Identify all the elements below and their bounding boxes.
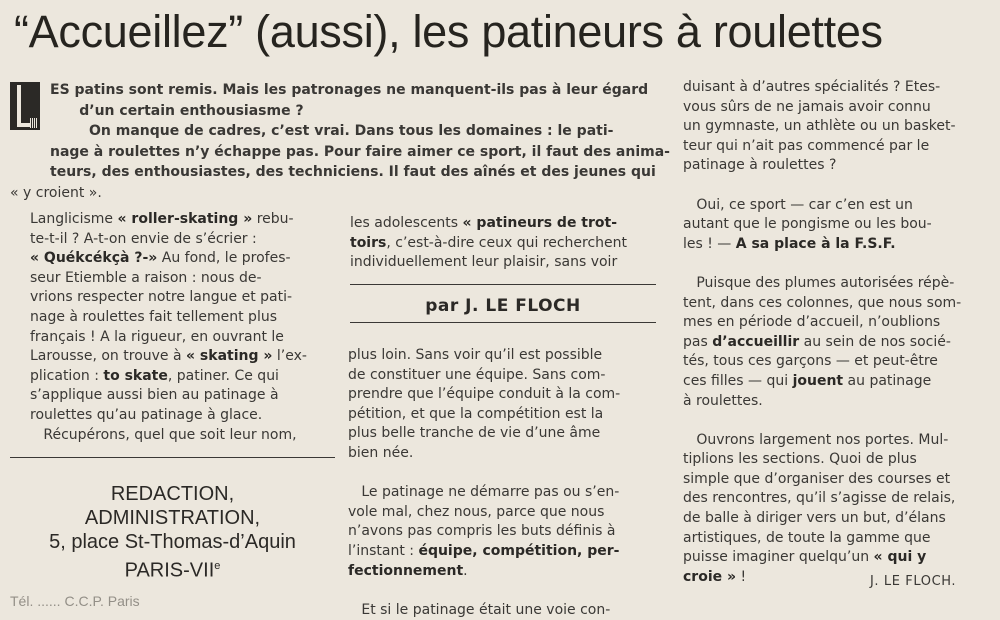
address-city: PARIS-VII (124, 559, 215, 582)
editorial-address (10, 482, 335, 609)
author-byline: par J. LE FLOCH (425, 296, 581, 316)
address-line: REDACTION, (110, 483, 235, 505)
col1-bold: « Quékcékçà ?-» (30, 250, 158, 267)
col1-text: Au fond, le profes- seur Etiemble a raison : nous de- vrions respecter notre langue et pati- nage à roulettes fait tellement plus français ! A la rigueur, en ouvrant le Larousse, on trouve à (30, 250, 293, 365)
col2-bold: « patineurs de trot- toirs (350, 215, 618, 251)
byline-top-rule (350, 284, 656, 285)
address-city-sup: e (214, 560, 221, 572)
col3-text: duisant à d’autres spécialités ? Etes- vous sûrs de ne jamais avoir connu un gymnaste, un athlète ou un basket- teur qui n’ait pas commencé par le patinage à roulettes ? Oui, ce sport — car c’en est un autant que le pongisme ou les bou- les ! — (683, 79, 956, 252)
column-2-bottom-text (348, 346, 620, 620)
col2-text: , c’est-à-dire ceux qui recherchent individuellement leur plaisir, sans voir (350, 234, 628, 271)
article-headline: “Accueillez” (aussi), les patineurs à roulettes (14, 6, 883, 57)
article-signature: J. LE FLOCH. (870, 574, 957, 589)
col3-text: au sein de nos socié- tés, tous ces garçons — et peut-être ces filles — qui (683, 333, 951, 389)
address-line: ADMINISTRATION, (84, 507, 261, 529)
byline-bottom-rule (350, 322, 656, 323)
col3-bold: jouent (792, 372, 844, 389)
col2-text: les adolescents (350, 215, 463, 231)
col1-bold: to skate (103, 367, 168, 384)
address-line (10, 554, 335, 583)
col3-text: Puisque des plumes autorisées répè- tent, dans ces colonnes, que nous som- mes en période d’accueil, n’oublions pas (683, 274, 962, 350)
col3-bold: A sa place à la F.S.F. (735, 235, 896, 252)
col1-text: l’ex- plication : (30, 348, 307, 384)
col1-bold: « roller-skating » (117, 211, 253, 227)
col2-text: plus loin. Sans voir qu’il est possible de constituer une équipe. Sans com- prendre que l’équipe conduit à la com- pétition, et que la compétition est la plus belle tranche de vie d’une âme bien née. Le patinage ne démarre pas ou s’en- vole mal, chez nous, parce que nous n’avons pas compris les buts définis à l’instant : (348, 347, 621, 559)
address-line: 5, place St-Thomas-d’Aquin (49, 531, 296, 553)
col1-text: Langlicisme (30, 211, 118, 227)
col1-text: , patiner. Ce qui s’applique aussi bien au patinage à roulettes qu’au patinage à glace. Récupérons, quel que soit leur nom, (30, 367, 297, 443)
column-3-text (683, 78, 961, 587)
col1-text: rebu- te-t-il ? A-t-on envie de s’écrier : (30, 211, 294, 247)
col1-bold: « skating » (186, 348, 273, 365)
intro-tail-text: « y croient ». (10, 184, 102, 201)
col3-text: ! (736, 568, 747, 585)
column-2-top-text (350, 214, 627, 273)
intro-bold-text: ES patins sont remis. Mais les patronages ne manquent-ils pas à leur égard d’un certain enthousiasme ? On manque de cadres, c’est vrai. Dans tous les domaines : le pati- nage à roulettes n’y échappe pas. Pour faire aimer ce sport, il faut des anima- teurs, des enthousiastes, des techniciens. Il faut des aînés et des jeunes qui (50, 82, 670, 180)
address-line-cut: Tél. ...... C.C.P. Paris (10, 593, 140, 609)
col3-bold: d’accueillir (712, 333, 800, 350)
col3-bold: « qui y croie » (683, 549, 927, 585)
col2-text: . Et si le patinage était une voie con- (361, 562, 611, 618)
col3-text: au patinage à roulettes. Ouvrons largement nos portes. Mul- tiplions les sections. Quoi de plus simple que d’organiser des courses et des rencontres, qu’il s’agisse de relais, de balle à diriger vers un but, d’élans artistiques, de toute la gamme que puisse imaginer quelqu’un (683, 372, 956, 566)
address-divider (10, 457, 335, 458)
column-1-text (30, 210, 307, 445)
col2-bold: équipe, compétition, per- fectionnement (348, 542, 620, 579)
article-intro (10, 80, 670, 203)
